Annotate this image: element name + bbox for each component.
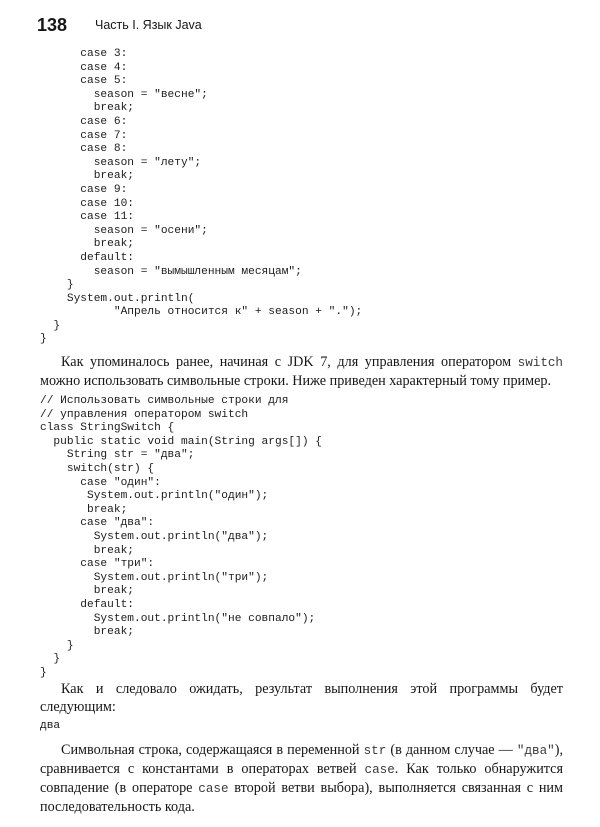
paragraph-expected-result: Как и следовало ожидать, результат выполнения этой программы будет следующим: xyxy=(40,681,563,715)
code-line: case 9: xyxy=(80,183,128,196)
text-span: . Как только обнаружится совпадение (в операторе xyxy=(40,761,564,796)
code-line: } xyxy=(40,333,47,346)
code-line: season = "вымышленным месяцам"; xyxy=(93,265,302,278)
code-line: System.out.println("три"); xyxy=(93,571,269,584)
code-line: // Использовать символьные строки для xyxy=(40,395,289,407)
code-line: } xyxy=(53,319,61,332)
code-line: } xyxy=(66,639,74,652)
code-listing-switch-season xyxy=(40,48,362,347)
code-line: } xyxy=(66,279,74,292)
code-line: System.out.println("один"); xyxy=(86,490,269,503)
text-span: второй ветви выбора), выполняется связанная с ним последовательность кода. xyxy=(40,780,564,815)
code-line: case 8: xyxy=(80,143,128,156)
code-line: break; xyxy=(93,170,134,183)
inline-code: case xyxy=(198,782,229,796)
paragraph-string-switch-intro xyxy=(40,353,563,390)
code-line: break; xyxy=(93,102,134,115)
inline-code: case xyxy=(364,763,395,777)
text-span: Символьная строка, содержащаяся в переменной xyxy=(61,742,364,758)
code-line: season = "весне"; xyxy=(93,88,208,101)
code-line: "Апрель относится к" + season + "."); xyxy=(113,306,363,319)
text-span: можно использовать символьные строки. Ниже приведен характерный тому пример. xyxy=(40,373,552,389)
code-line: case 3: xyxy=(80,48,128,60)
code-listing-string-switch xyxy=(40,395,322,680)
code-line: public static void main(String args[]) { xyxy=(53,435,322,448)
code-line: String str = "два"; xyxy=(66,449,195,462)
code-line: case "два": xyxy=(80,517,155,530)
code-line: case 4: xyxy=(80,61,128,74)
code-line: break; xyxy=(93,238,134,251)
text-span: ), сравнивается с константами в операторах ветвей xyxy=(40,742,563,777)
code-line: default: xyxy=(80,251,134,264)
code-line: System.out.println( xyxy=(66,292,195,305)
code-line: // управления оператором switch xyxy=(40,408,249,421)
inline-code: switch xyxy=(517,356,563,370)
code-line: class StringSwitch { xyxy=(40,422,175,435)
running-title: Часть I. Язык Java xyxy=(95,18,202,32)
page-number: 138 xyxy=(37,15,68,35)
code-line: case 7: xyxy=(80,129,128,142)
code-line: } xyxy=(40,666,47,679)
code-line: case 10: xyxy=(80,197,134,210)
code-line: switch(str) { xyxy=(66,462,155,475)
paragraph-string-comparison xyxy=(40,741,563,816)
code-line: break; xyxy=(93,544,134,557)
code-line: case 11: xyxy=(80,211,134,224)
program-output: два xyxy=(40,720,61,732)
code-line: break; xyxy=(93,585,134,598)
inline-code: str xyxy=(363,744,387,758)
code-line: case "один": xyxy=(80,476,161,489)
code-line: default: xyxy=(80,598,134,611)
text-span: (в данном случае — xyxy=(386,742,517,758)
code-line: } xyxy=(53,653,61,666)
inline-code: "два" xyxy=(516,744,555,758)
code-line: System.out.println("два"); xyxy=(93,530,269,543)
code-line: System.out.println("не совпало"); xyxy=(93,612,316,625)
code-line: break; xyxy=(86,503,128,516)
code-line: case "три": xyxy=(80,558,155,571)
code-line: case 6: xyxy=(80,115,128,128)
code-line: case 5: xyxy=(80,75,128,88)
code-line: season = "осени"; xyxy=(93,224,208,237)
code-line: break; xyxy=(93,626,134,639)
text-span: Как упоминалось ранее, начиная с JDK 7, для управления оператором xyxy=(61,354,518,370)
code-line: season = "лету"; xyxy=(93,156,202,169)
